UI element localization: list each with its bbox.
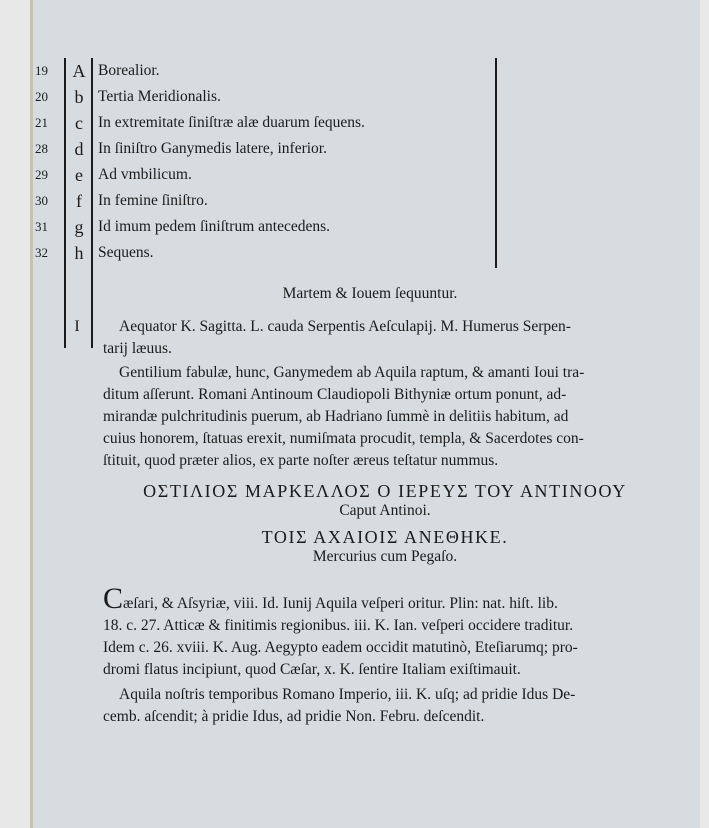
star-number: 32 [35, 245, 48, 260]
text-line-content: æſari, & Aſsyriæ, viii. Id. Iunij Aquila veſperi oritur. Plin: nat. hiſt. lib. [123, 595, 558, 612]
column-rule-2 [91, 58, 93, 348]
margin-numeral: I [74, 318, 80, 335]
text-line: Aequator K. Sagitta. L. cauda Serpentis Aeſculapij. M. Humerus Serpen- [119, 318, 571, 335]
greek-inscription-antinous: ΟΣΤΙΛΙΟΣ ΜΑΡΚΕΛΛΟΣ Ο ΙΕΡΕΥΣ ΤΟΥ ΑΝΤΙΝΟΟΥ [143, 481, 627, 501]
star-description: In extremitate ſiniſtræ alæ duarum ſequens. [98, 114, 365, 131]
text-line: cemb. aſcendit; à pridie Idus, ad pridie Non. Febru. deſcendit. [103, 708, 485, 725]
star-description: In femine ſiniſtro. [98, 192, 208, 209]
drop-initial: C [103, 582, 124, 615]
star-description: Id imum pedem ſiniſtrum antecedens. [98, 218, 331, 235]
text-line: Gentilium fabulæ, hunc, Ganymedem ab Aquila raptum, & amanti Ioui tra- [119, 364, 585, 381]
paragraph-aquila [103, 684, 663, 728]
star-number: 19 [35, 63, 48, 78]
star-description: Sequens. [98, 244, 154, 261]
page-right-margin [700, 0, 709, 828]
star-description: Tertia Meridionalis. [98, 88, 221, 105]
inscription-caption: Caput Antinoi. [339, 502, 431, 519]
star-letter: g [74, 217, 84, 237]
star-letter: e [75, 165, 83, 185]
text-line: dromi flatus incipiunt, quod Cæſar, x. K. ſentire Italiam exiſtimauit. [103, 661, 521, 678]
star-letter: b [74, 87, 84, 107]
text-line: Idem c. 26. xviii. K. Aug. Aegypto eadem occidit matutinò, Eteſiarumq; pro- [103, 639, 578, 656]
star-letter: c [75, 113, 83, 133]
star-description: Ad vmbilicum. [98, 166, 192, 183]
star-number: 20 [35, 89, 48, 104]
inscription-caption: Mercurius cum Pegaſo. [312, 548, 458, 565]
paragraph-gentilium [103, 362, 663, 472]
text-line: ditum aſſerunt. Romani Antinoum Claudiopoli Bithyniæ ortum ponunt, ad- [103, 386, 567, 403]
star-number: 30 [35, 193, 48, 208]
star-letter: f [76, 191, 82, 211]
star-number: 29 [35, 167, 48, 182]
column-rule-1 [64, 58, 66, 348]
text-line: 18. c. 27. Atticæ & finitimis regionibus. iii. K. Ian. veſperi occidere traditur. [103, 617, 574, 634]
text-line: ſtituit, quod præter alios, ex parte noſter æreus teſtatur nummus. [103, 452, 499, 469]
paragraph-aequator [103, 316, 663, 360]
paragraph-caesari [103, 582, 663, 681]
text-line [103, 582, 663, 615]
text-line: Aquila noſtris temporibus Romano Imperio, iii. K. uſq; ad pridie Idus De- [119, 686, 576, 703]
star-letter: A [72, 61, 86, 81]
star-number: 21 [35, 115, 48, 130]
star-description: Borealior. [98, 62, 160, 79]
text-line: mirandæ pulchritudinis puerum, ab Hadriano ſummè in delitiis habitum, ad [103, 408, 569, 425]
text-line: tarij læuus. [103, 340, 172, 357]
star-letter: d [74, 139, 84, 159]
greek-inscription-achaeans: ΤΟΙΣ ΑΧΑΙΟΙΣ ΑΝΕΘΗΚΕ. [261, 527, 509, 547]
text-line: cuius honorem, ſtatuas erexit, numiſmata procudit, templa, & Sacerdotes con- [103, 430, 584, 447]
star-letter: h [74, 243, 84, 263]
star-number: 28 [35, 141, 48, 156]
section-heading: Martem & Iouem ſequuntur. [282, 285, 458, 302]
bracket-rule [495, 58, 497, 268]
star-number: 31 [35, 219, 48, 234]
page-left-edge [30, 0, 33, 828]
star-description: In ſiniſtro Ganymedis latere, inferior. [98, 140, 327, 157]
